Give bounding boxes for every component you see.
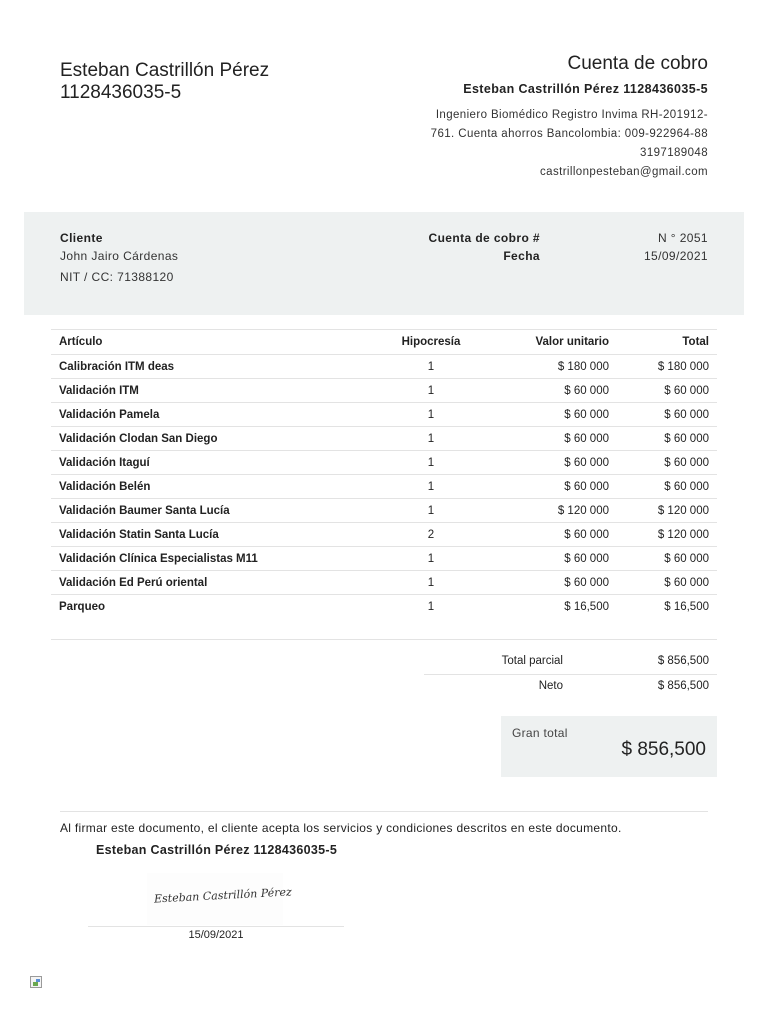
row-article: Validación Clodan San Diego <box>51 427 381 451</box>
table-row <box>51 499 717 523</box>
table-row <box>51 523 717 547</box>
table-row <box>51 427 717 451</box>
row-unit-price: $ 60 000 <box>481 571 617 595</box>
issuer-bold-line: Esteban Castrillón Pérez 1128436035-5 <box>463 82 708 96</box>
table-end-divider <box>51 639 717 640</box>
row-article: Validación Baumer Santa Lucía <box>51 499 381 523</box>
table-row <box>51 355 717 379</box>
signer-name: Esteban Castrillón Pérez 1128436035-5 <box>96 843 338 857</box>
row-unit-price: $ 180 000 <box>481 355 617 379</box>
row-total: $ 180 000 <box>617 355 717 379</box>
document-title: Cuenta de cobro <box>567 53 708 74</box>
subtotal-label: Total parcial <box>501 655 563 667</box>
table-row <box>51 595 717 619</box>
row-total: $ 120 000 <box>617 523 717 547</box>
row-article: Validación Belén <box>51 475 381 499</box>
grand-total-value: $ 856,500 <box>621 739 706 760</box>
row-qty: 1 <box>381 547 481 571</box>
row-article: Validación ITM <box>51 379 381 403</box>
row-unit-price: $ 60 000 <box>481 427 617 451</box>
signature-line <box>88 926 344 927</box>
row-unit-price: $ 120 000 <box>481 499 617 523</box>
row-unit-price: $ 60 000 <box>481 379 617 403</box>
client-label: Cliente <box>60 231 103 245</box>
client-name: John Jairo Cárdenas <box>60 249 179 263</box>
client-band <box>24 212 744 315</box>
items-table <box>51 329 717 618</box>
row-unit-price: $ 60 000 <box>481 451 617 475</box>
totals-divider <box>424 674 717 675</box>
row-total: $ 120 000 <box>617 499 717 523</box>
row-article: Validación Pamela <box>51 403 381 427</box>
row-total: $ 60 000 <box>617 427 717 451</box>
row-qty: 1 <box>381 499 481 523</box>
net-value: $ 856,500 <box>657 680 709 692</box>
issuer-name: Esteban Castrillón Pérez <box>60 60 270 81</box>
invoice-number-value: N ° 2051 <box>657 231 708 245</box>
table-row <box>51 547 717 571</box>
row-qty: 2 <box>381 523 481 547</box>
row-article: Validación Clínica Especialistas M11 <box>51 547 381 571</box>
issuer-block <box>60 60 269 104</box>
grand-total-box <box>501 716 717 777</box>
date-value: 15/09/2021 <box>643 249 708 263</box>
table-row <box>51 403 717 427</box>
row-article: Parqueo <box>59 600 106 613</box>
issuer-info-line2: 761. Cuenta ahorros Bancolombia: 009-922964-88 <box>430 128 708 140</box>
row-qty: 1 <box>381 451 481 475</box>
disclaimer: Al firmar este documento, el cliente acepta los servicios y condiciones descritos en este documento. <box>60 821 622 835</box>
header-article: Artículo <box>51 330 381 355</box>
row-qty: 1 <box>381 355 481 379</box>
issuer-phone: 3197189048 <box>640 147 708 159</box>
row-total: $ 60 000 <box>617 547 717 571</box>
row-total: $ 60 000 <box>617 475 717 499</box>
row-qty: 1 <box>381 475 481 499</box>
client-nit: NIT / CC: 71388120 <box>60 270 174 284</box>
broken-image-icon <box>30 976 42 988</box>
invoice-number-label: Cuenta de cobro # <box>428 231 540 245</box>
row-article: Validación Ed Perú oriental <box>51 571 381 595</box>
issuer-email: castrillonpesteban@gmail.com <box>540 166 708 178</box>
header-unit-price: Valor unitario <box>481 330 617 355</box>
table-row <box>51 571 717 595</box>
date-label: Fecha <box>503 249 540 263</box>
row-unit-price: $ 60 000 <box>481 403 617 427</box>
signature-image <box>147 873 293 925</box>
row-total: $ 60 000 <box>617 571 717 595</box>
grand-total-label: Gran total <box>512 726 568 740</box>
table-row <box>51 475 717 499</box>
signature-scribble: Esteban Castrillón Pérez <box>153 885 293 906</box>
issuer-info-line1: Ingeniero Biomédico Registro Invima RH-201912- <box>435 109 708 121</box>
row-article: Validación Statin Santa Lucía <box>51 523 381 547</box>
footer-divider <box>60 811 708 812</box>
row-article: Calibración ITM deas <box>51 355 381 379</box>
subtotal-value: $ 856,500 <box>657 655 709 667</box>
row-qty: 1 <box>381 571 481 595</box>
issuer-info <box>388 106 708 182</box>
row-unit-price: $ 60 000 <box>481 475 617 499</box>
issuer-id: 1128436035-5 <box>60 82 182 103</box>
row-total: $ 60 000 <box>617 403 717 427</box>
row-unit-price: $ 16,500 <box>564 600 609 613</box>
row-total: $ 16,500 <box>664 600 709 613</box>
row-qty: 1 <box>381 427 481 451</box>
row-total: $ 60 000 <box>617 379 717 403</box>
row-article: Validación Itaguí <box>51 451 381 475</box>
table-row <box>51 379 717 403</box>
row-qty: 1 <box>427 600 435 613</box>
net-label: Neto <box>538 680 563 692</box>
signature-date: 15/09/2021 <box>188 929 244 941</box>
header-qty: Hipocresía <box>381 330 481 355</box>
header-total: Total <box>617 330 717 355</box>
row-total: $ 60 000 <box>617 451 717 475</box>
row-unit-price: $ 60 000 <box>481 523 617 547</box>
row-unit-price: $ 60 000 <box>481 547 617 571</box>
table-row <box>51 451 717 475</box>
row-qty: 1 <box>381 379 481 403</box>
table-header-row <box>51 330 717 355</box>
row-qty: 1 <box>381 403 481 427</box>
